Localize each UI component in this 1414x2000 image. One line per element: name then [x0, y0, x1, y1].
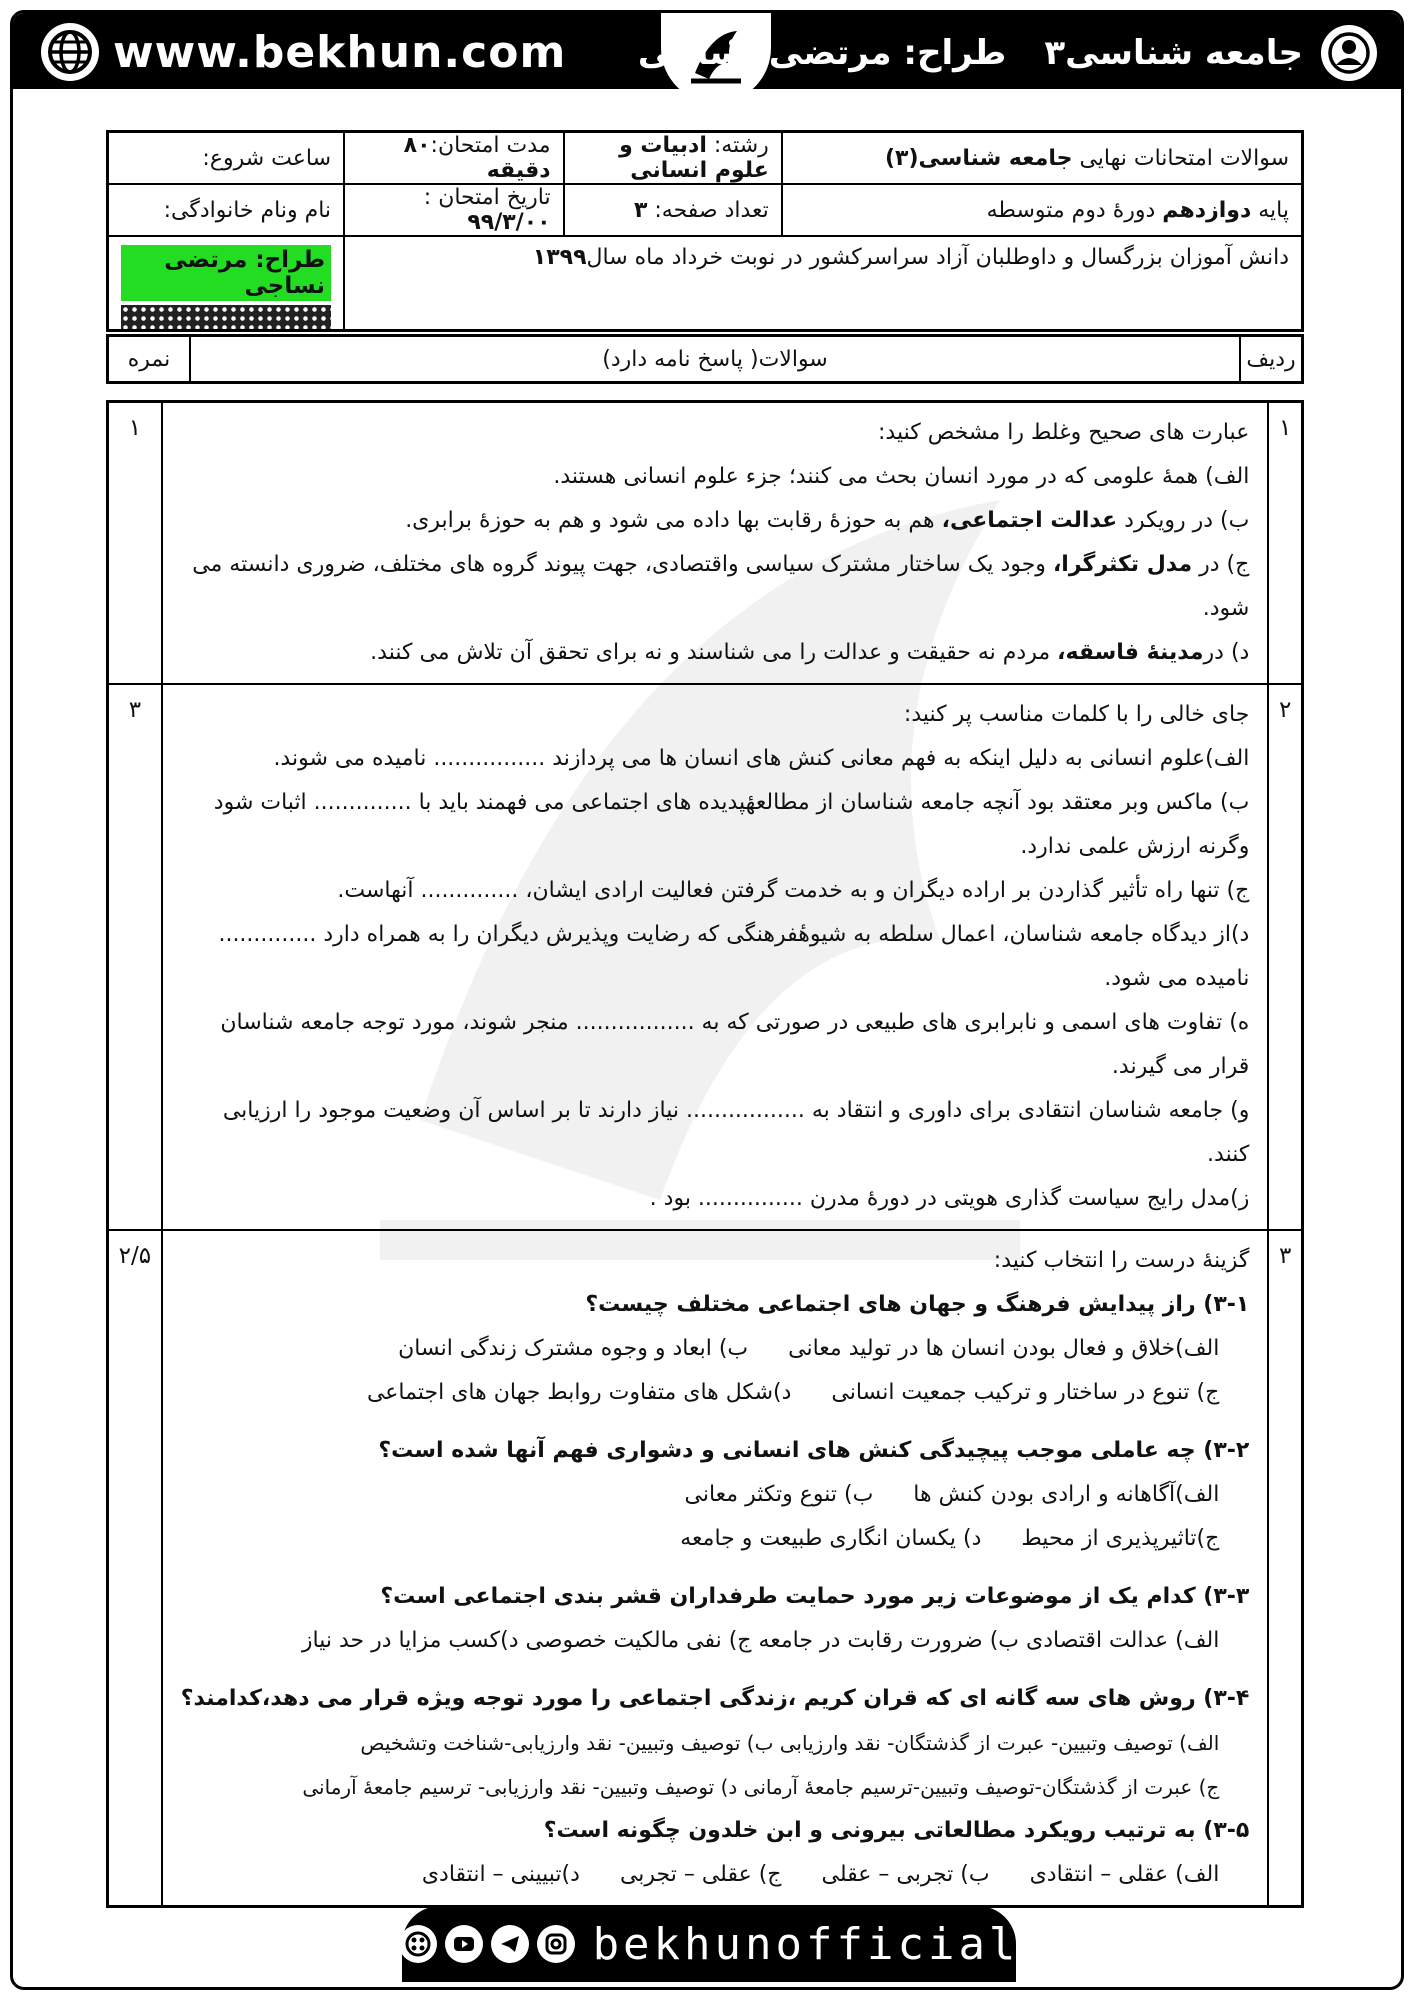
- designer-badge: طراح: مرتضی نساجی: [121, 245, 331, 301]
- social-handle: bekhunofficial: [592, 1918, 1020, 1970]
- user-icon: [1321, 25, 1377, 81]
- header-questions: سوالات( پاسخ نامه دارد): [190, 336, 1240, 383]
- student-name-cell: نام ونام خانوادگی:: [108, 184, 345, 236]
- duration-cell: مدت امتحان:۸۰ دقیقه: [344, 132, 564, 185]
- barcode-pattern: [121, 305, 331, 329]
- question-score: ۱: [108, 402, 162, 685]
- question-2: [108, 684, 1303, 1230]
- site-url: www.bekhun.com: [113, 26, 567, 78]
- field-cell: رشته: ادبیات و علوم انسانی: [564, 132, 782, 185]
- instagram-icon[interactable]: [537, 1925, 575, 1963]
- question-number: ۱: [1268, 402, 1302, 685]
- question-body: جای خالی را با کلمات مناسب پر کنید: الف)علوم انسانی به دلیل اینکه به فهم معانی کنش های انسان ها می پردازند ................ نامیده می شوند. ب) ماکس وبر معتقد بود آنچه جامعه شناسان از مطالعهٔپدیده های اجتماعی می فهمند باید با .............. اثبات شود وگرنه ارزش علمی ندارد. ج) تنها راه تأثیر گذاردن بر اراده دیگران و به خدمت گرفتن فعالیت ارادی ایشان، .............. آنهاست. د)از دیدگاه جامعه شناسان، اعمال سلطه به شیوهٔفرهنگی که رضایت وپذیرش دیگران را به همراه دارد .............. نامیده می شود. ه) تفاوت های اسمی و نابرابری های طبیعی در صورتی که به ................. منجر شوند، مورد توجه جامعه شناسان قرار می گیرند. و) جامعه شناسان انتقادی برای داوری و انتقاد به ................. نیاز دارند تا بر اساس آن وضعیت موجود را ارزیابی کنند. ز)مدل رایج سیاست گذاری هویتی در دورهٔ مدرن ............... بود .: [162, 684, 1269, 1230]
- site-link[interactable]: [41, 23, 566, 81]
- questions-table: [106, 400, 1304, 1908]
- exam-info-table: [106, 130, 1304, 332]
- question-1: [108, 402, 1303, 685]
- exam-date-cell: تاریخ امتحان : ۹۹/۳/۰۰: [344, 184, 564, 236]
- globe-icon: [41, 23, 99, 81]
- question-number: ۳: [1268, 1230, 1302, 1907]
- header-designer: طراح: مرتضی نساجی: [637, 33, 1007, 73]
- youtube-icon[interactable]: [445, 1925, 483, 1963]
- header-score: نمره: [108, 336, 191, 383]
- question-body: گزینهٔ درست را انتخاب کنید: ۳-۱) راز پیدایش فرهنگ و جهان های اجتماعی مختلف چیست؟ الف)خلاق و فعال بودن انسان ها در تولید معانی ب) ابعاد و وجوه مشترک زندگی انسان ج) تنوع در ساختار و ترکیب جمعیت انسانی د)شکل های متفاوت روابط جهان های اجتماعی ۳-۲) چه عاملی موجب پیچیدگی کنش های انسانی و دشواری فهم آنها شده است؟ الف)آگاهانه و ارادی بودن کنش ها ب) تنوع وتکثر معانی ج)تاثیرپذیری از محیط د) یکسان انگاری طبیعت و جامعه ۳-۳) کدام یک از موضوعات زیر مورد حمایت طرفداران قشر بندی اجتماعی است؟ الف) عدالت اقتصادی ب) ضرورت رقابت در جامعه ج) نفی مالکیت خصوصی د)کسب مزایا در حد نیاز ۳-۴) روش های سه گانه ای که قران کریم ،زندگی اجتماعی را مورد توجه ویژه قرار می دهد،کدامند؟ الف) توصیف وتبیین- عبرت از گذشتگان- نقد وارزیابی ب) توصیف وتبیین- نقد وارزیابی-شناخت وتشخیص ج) عبرت از گذشتگان-توصیف وتبیین-ترسیم جامعهٔ آرمانی د) توصیف وتبیین- نقد وارزیابی- ترسیم جامعهٔ آرمانی ۳-۵) به ترتیب رویکرد مطالعاتی بیرونی و ابن خلدون چگونه است؟ الف) عقلی – انتقادی ب) تجربی – عقلی ج) عقلی – تجربی د)تبیینی – انتقادی: [162, 1230, 1269, 1907]
- social-footer: [402, 1906, 1020, 1982]
- designer-badge-cell: [108, 236, 345, 331]
- grade-cell: پایه دوازدهم دورهٔ دوم متوسطه: [782, 184, 1303, 236]
- telegram-icon[interactable]: [491, 1925, 529, 1963]
- questions-header: [106, 334, 1304, 384]
- pages-cell: تعداد صفحه: ۳: [564, 184, 782, 236]
- question-body: عبارت های صحیح وغلط را مشخص کنید: الف) همهٔ علومی که در مورد انسان بحث می کنند؛ جزء علوم انسانی هستند. ب) در رویکرد عدالت اجتماعی، هم به حوزهٔ رقابت بها داده می شود و هم به حوزهٔ برابری. ج) در مدل تکثرگرا، وجود یک ساختار مشترک سیاسی واقتصادی، جهت پیوند گروه های مختلف، ضروری دانسته می شود. د) درمدینهٔ فاسقه، مردم نه حقیقت و عدالت را می شناسند و نه برای تحقق آن تلاش می کنند.: [162, 402, 1269, 685]
- question-3: [108, 1230, 1303, 1907]
- header-row: ردیف: [1240, 336, 1303, 383]
- header-title: جامعه شناسی۳: [1044, 33, 1303, 73]
- question-score: ۲/۵: [108, 1230, 162, 1907]
- question-score: ۳: [108, 684, 162, 1230]
- page-header: [13, 13, 1401, 89]
- question-number: ۲: [1268, 684, 1302, 1230]
- students-line-cell: دانش آموزان بزرگسال و داوطلبان آزاد سراسرکشور در نوبت خرداد ماه سال۱۳۹۹: [344, 236, 1302, 331]
- exam-title-cell: سوالات امتحانات نهایی جامعه شناسی(۳): [782, 132, 1303, 185]
- aparat-icon[interactable]: [399, 1925, 437, 1963]
- start-time-cell: ساعت شروع:: [108, 132, 345, 185]
